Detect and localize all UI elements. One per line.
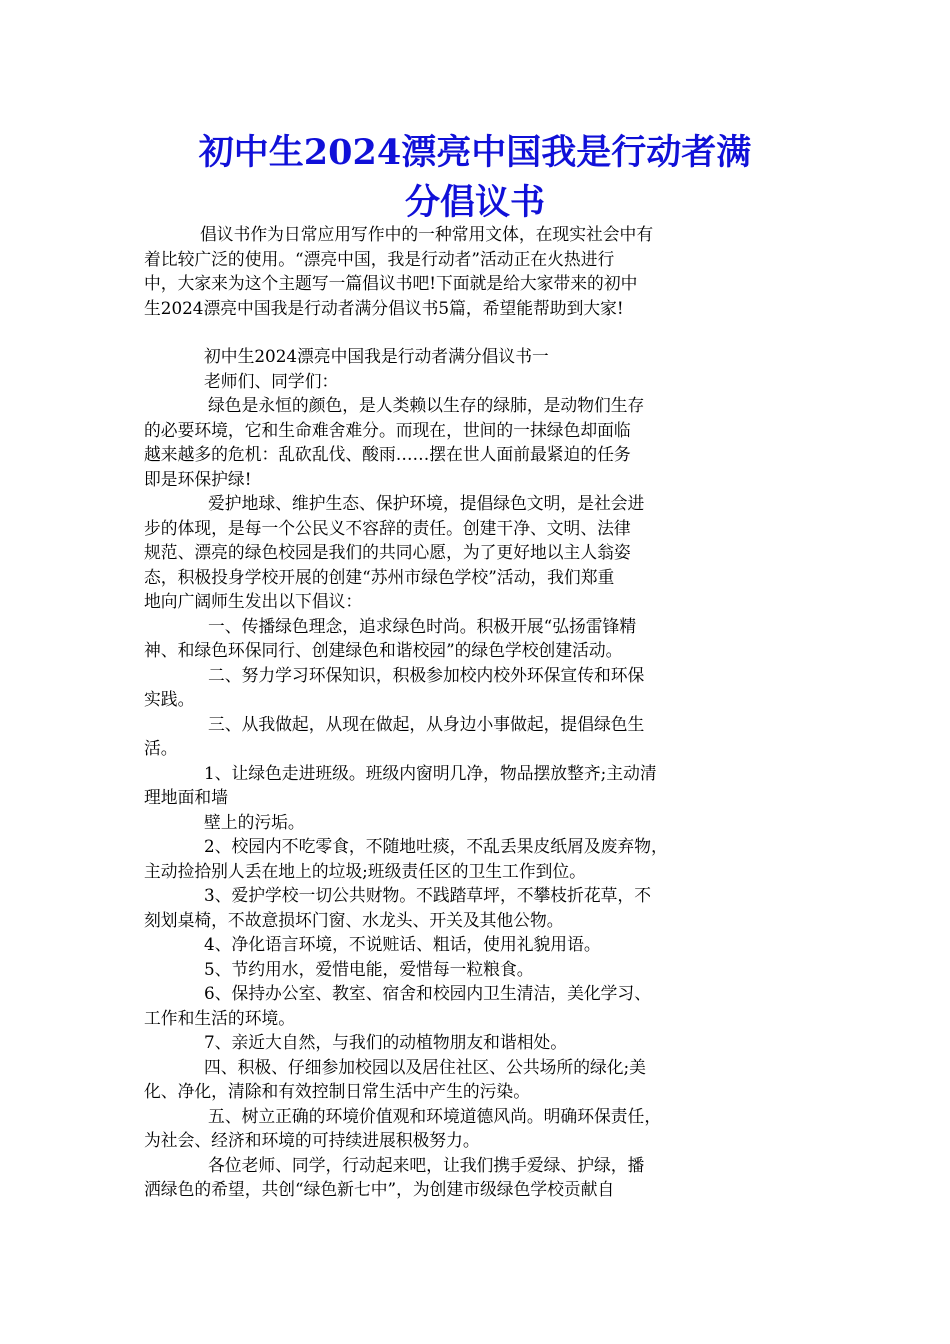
- text-line: 三、从我做起，从现在做起，从身边小事做起，提倡绿色生: [208, 713, 645, 734]
- text-line: 着比较广泛的使用。“漂亮中国，我是行动者”活动正在火热进行: [144, 248, 615, 269]
- title-line: 初中生2024漂亮中国我是行动者满: [198, 132, 752, 173]
- text-line: 生2024漂亮中国我是行动者满分倡议书5篇，希望能帮助到大家!: [144, 297, 624, 318]
- title-line: 分倡议书: [404, 182, 545, 223]
- body-paragraph: [144, 981, 812, 1030]
- body-paragraph: [144, 712, 812, 761]
- body-paragraph: [144, 614, 812, 663]
- text-line: 7、亲近大自然，与我们的动植物朋友和谐相处。: [204, 1032, 568, 1052]
- text-line: 规范、漂亮的绿色校园是我们的共同心愿，为了更好地以主人翁姿: [144, 542, 631, 562]
- text-line: 越来越多的危机：乱砍乱伐、酸雨……摆在世人面前最紧迫的任务: [144, 444, 631, 464]
- text-line: 中，大家来为这个主题写一篇倡议书吧!下面就是给大家带来的初中: [144, 273, 638, 293]
- body-paragraph: [144, 1104, 812, 1153]
- section-title: [144, 344, 812, 369]
- text-line: 2、校园内不吃零食，不随地吐痰，不乱丢果皮纸屑及废弃物，: [204, 836, 668, 856]
- text-line: 为社会、经济和环境的可持续进展积极努力。: [144, 1130, 480, 1150]
- text-line: 各位老师、同学，行动起来吧，让我们携手爱绿、护绿，播: [208, 1154, 645, 1175]
- body-paragraph: [144, 1055, 812, 1104]
- text-line: 6、保持办公室、教室、宿舍和校园内卫生清洁，美化学习、: [204, 983, 651, 1003]
- text-line: 5、节约用水，爱惜电能，爱惜每一粒粮食。: [204, 958, 534, 979]
- body-paragraph: [144, 932, 812, 957]
- body-paragraph: [144, 834, 812, 883]
- text-line: 理地面和墙: [144, 787, 228, 807]
- text-line: 绿色是永恒的颜色，是人类赖以生存的绿肺，是动物们生存: [208, 395, 645, 415]
- body-paragraph: [144, 883, 812, 932]
- text-line: 3、爱护学校一切公共财物。不践踏草坪，不攀枝折花草，不: [204, 885, 651, 905]
- text-line: 一、传播绿色理念，追求绿色时尚。积极开展“弘扬雷锋精: [208, 615, 637, 636]
- body-paragraph: [144, 810, 812, 835]
- body-paragraph: [144, 663, 812, 712]
- text-line: 二、努力学习环保知识，积极参加校内校外环保宣传和环保: [208, 664, 645, 685]
- text-line: 五、树立正确的环境价值观和环境道德风尚。明确环保责任，: [208, 1105, 662, 1126]
- text-line: 即是环保护绿!: [144, 468, 252, 489]
- text-line: 老师们、同学们：: [204, 370, 339, 391]
- text-line: 四、积极、仔细参加校园以及居住社区、公共场所的绿化;美: [204, 1056, 646, 1077]
- body-paragraph: [144, 1030, 812, 1055]
- text-line: 1、让绿色走进班级。班级内窗明几净，物品摆放整齐;主动清: [204, 762, 657, 783]
- text-line: 步的体现，是每一个公民义不容辞的责任。创建干净、文明、法律: [144, 517, 631, 538]
- text-line: 实践。: [144, 689, 195, 709]
- text-line: 神、和绿色环保同行、创建绿色和谐校园”的绿色学校创建活动。: [144, 640, 623, 660]
- body-paragraph: [144, 1153, 812, 1202]
- text-line: 4、净化语言环境，不说赃话、粗话，使用礼貌用语。: [204, 934, 601, 954]
- text-line: 工作和生活的环境。: [144, 1007, 296, 1028]
- text-line: 地向广阔师生发出以下倡议：: [144, 591, 363, 611]
- text-line: 活。: [144, 738, 178, 758]
- document-body: [144, 222, 812, 1202]
- text-line: 洒绿色的希望，共创“绿色新七中”，为创建市级绿色学校贡献自: [144, 1179, 615, 1199]
- body-paragraph: [144, 761, 812, 810]
- salutation: [144, 369, 812, 394]
- text-line: 化、净化，清除和有效控制日常生活中产生的污染。: [144, 1081, 530, 1101]
- text-line: 壁上的污垢。: [204, 811, 305, 832]
- body-paragraph: [144, 957, 812, 982]
- text-line: 刻划桌椅，不故意损坏门窗、水龙头、开关及其他公物。: [144, 909, 564, 930]
- body-paragraph: [144, 393, 812, 491]
- body-paragraph: [144, 491, 812, 614]
- document-title: [120, 128, 830, 228]
- intro-paragraph: [144, 222, 812, 320]
- text-line: 爱护地球、维护生态、保护环境，提倡绿色文明，是社会进: [208, 493, 645, 513]
- text-line: 初中生2024漂亮中国我是行动者满分倡议书一: [204, 346, 549, 366]
- text-line: 倡议书作为日常应用写作中的一种常用文体，在现实社会中有: [200, 224, 654, 244]
- spacer: [144, 320, 812, 344]
- text-line: 主动捡拾别人丢在地上的垃圾;班级责任区的卫生工作到位。: [144, 860, 586, 881]
- text-line: 的必要环境，它和生命难舍难分。而现在，世间的一抹绿色却面临: [144, 419, 631, 440]
- text-line: 态，积极投身学校开展的创建“苏州市绿色学校”活动，我们郑重: [144, 566, 615, 587]
